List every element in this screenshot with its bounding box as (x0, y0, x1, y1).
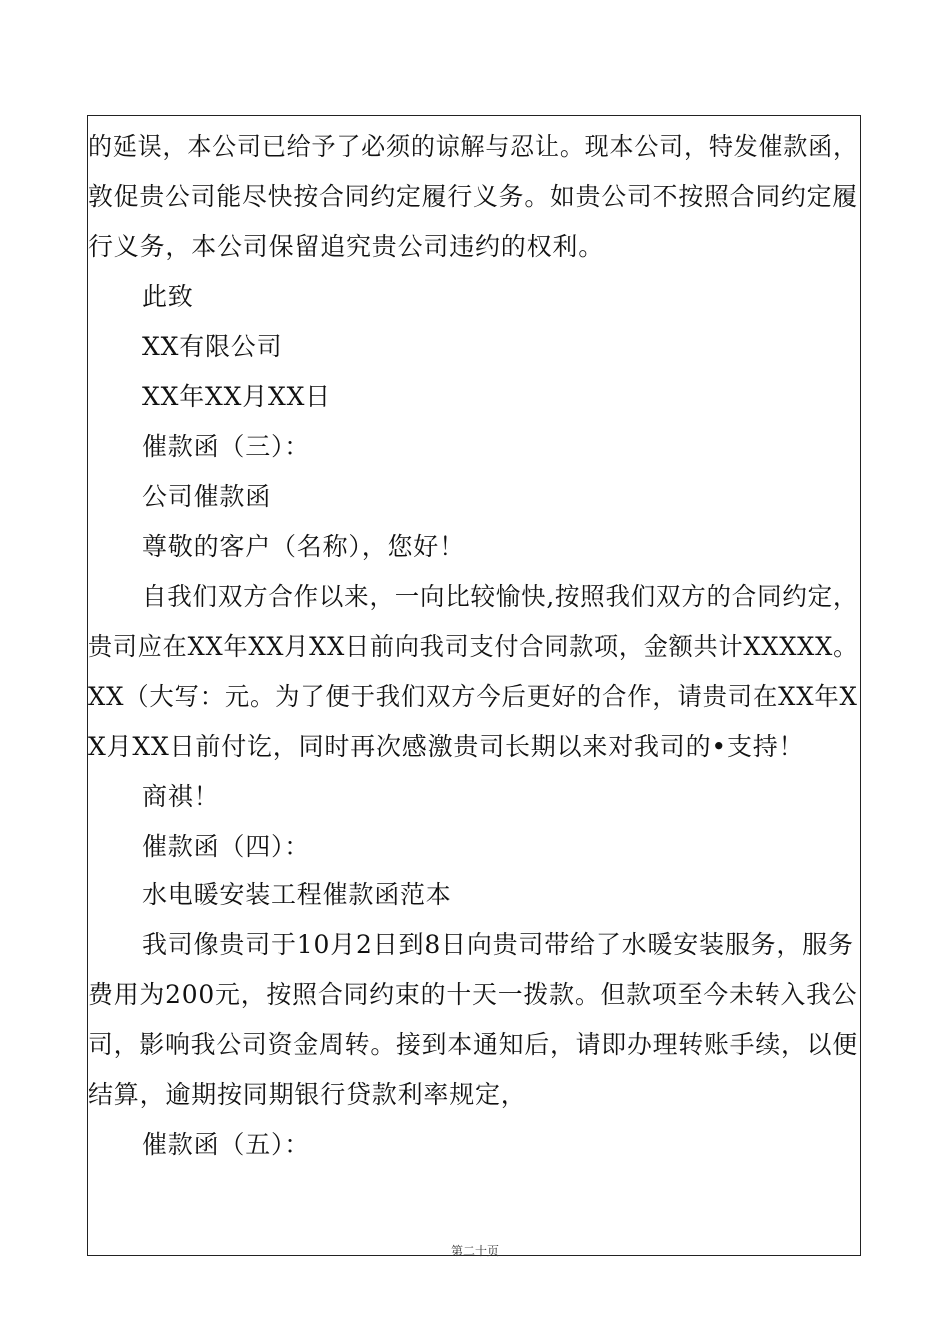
text-line: XX（大写：元。为了便于我们双方今后更好的合作，请贵司在XX年X (88, 682, 858, 711)
text-line: 司，影响我公司资金周转。接到本通知后，请即办理转账手续，以便 (88, 1030, 858, 1059)
text-line: 贵司应在XX年XX月XX日前向我司支付合同款项，金额共计XXXXX。 (88, 632, 858, 661)
text-line: 水电暖安装工程催款函范本 (142, 880, 452, 909)
section-heading: 催款函（四）： (142, 832, 311, 861)
section-heading: 催款函（五）： (142, 1130, 311, 1159)
text-line: 尊敬的客户（名称），您好！ (142, 532, 465, 561)
text-line: 费用为200元，按照合同约束的十天一拨款。但款项至今未转入我公 (88, 980, 858, 1009)
text-line: 的延误，本公司已给予了必须的谅解与忍让。现本公司，特发催款函， (88, 132, 858, 161)
text-line: XX有限公司 (142, 332, 283, 361)
text-line: 此致 (142, 282, 194, 311)
text-line: 行义务，本公司保留追究贵公司违约的权利。 (88, 232, 605, 261)
text-line: X月XX日前付讫，同时再次感激贵司长期以来对我司的•支持！ (88, 732, 805, 761)
text-line: 敦促贵公司能尽快按合同约定履行义务。如贵公司不按照合同约定履 (88, 182, 858, 211)
text-line: 公司催款函 (142, 482, 272, 511)
text-line: 我司像贵司于10月2日到8日向贵司带给了水暖安装服务，服务 (142, 930, 854, 959)
section-heading: 催款函（三）： (142, 432, 311, 461)
text-line: 自我们双方合作以来，一向比较愉快,按照我们双方的合同约定， (142, 582, 859, 611)
text-line: 商祺！ (142, 782, 220, 811)
text-line: 结算，逾期按同期银行贷款利率规定， (88, 1080, 527, 1109)
text-line: XX年XX月XX日 (142, 382, 331, 411)
page-number: 第二十页 (450, 1244, 499, 1258)
